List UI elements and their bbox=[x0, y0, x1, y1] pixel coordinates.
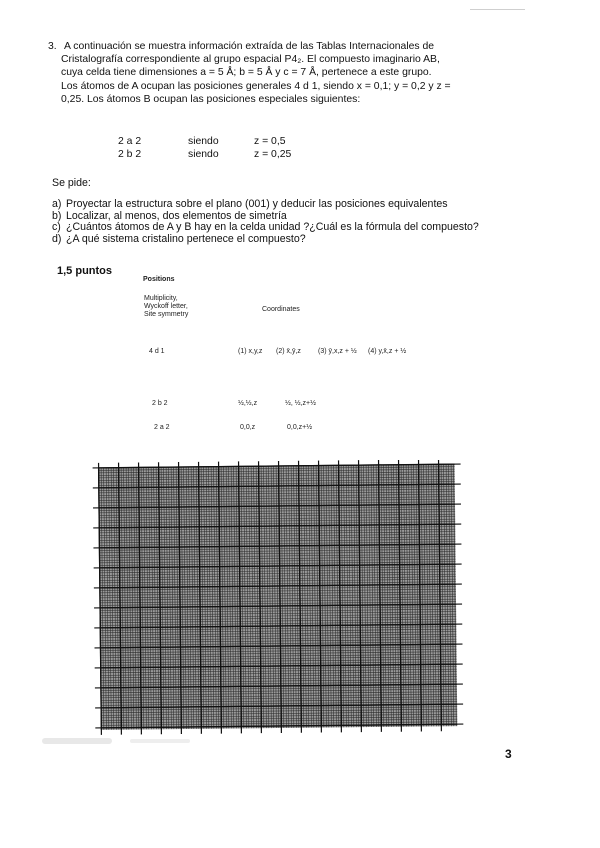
question-label: c) bbox=[52, 221, 61, 234]
question-text: Proyectar la estructura sobre el plano (001) y deducir las posiciones equivalentes bbox=[66, 198, 448, 210]
page-number: 3 bbox=[505, 747, 512, 761]
itc-coord: (4) y,x̄,z + ½ bbox=[368, 348, 407, 355]
question-item bbox=[52, 199, 498, 211]
problem-line: Cristalografía correspondiente al grupo espacial P4₂. El compuesto imaginario AB, bbox=[61, 54, 440, 66]
se-pide-heading: Se pide: bbox=[52, 177, 91, 189]
position-row bbox=[118, 136, 291, 149]
itc-coord-header: Coordinates bbox=[262, 306, 300, 313]
points-label: 1,5 puntos bbox=[57, 265, 113, 277]
question-label: b) bbox=[52, 209, 62, 222]
itc-coord: (2) x̄,ȳ,z bbox=[276, 348, 301, 355]
problem-line: cuya celda tiene dimensiones a = 5 Å; b = 5 Å y c = 7 Å, pertenece a este grupo. bbox=[61, 67, 432, 79]
itc-subheader-line: Multiplicity, bbox=[144, 295, 178, 302]
scan-smudge bbox=[42, 738, 112, 744]
graph-paper-grid bbox=[92, 460, 464, 740]
itc-site: 4 d 1 bbox=[149, 348, 165, 355]
itc-site: 2 a 2 bbox=[154, 424, 170, 431]
graph-paper bbox=[92, 460, 464, 740]
scan-mark bbox=[470, 9, 525, 10]
position-word: siendo bbox=[188, 136, 219, 147]
itc-row bbox=[140, 424, 460, 434]
itc-header: Positions bbox=[143, 276, 175, 283]
question-label: d) bbox=[52, 233, 62, 246]
question-list bbox=[52, 199, 498, 246]
question-item bbox=[52, 234, 498, 246]
problem-line: 0,25. Los átomos B ocupan las posiciones especiales siguientes: bbox=[61, 93, 361, 105]
position-value: z = 0,5 bbox=[254, 136, 286, 147]
problem-number: 3. bbox=[48, 41, 57, 52]
itc-subheader-line: Wyckoff letter, bbox=[144, 303, 188, 310]
itc-coord: 0,0,z+½ bbox=[287, 424, 313, 431]
question-text: Localizar, al menos, dos elementos de simetría bbox=[66, 209, 287, 222]
itc-row bbox=[140, 400, 460, 410]
scan-smudge bbox=[130, 739, 190, 743]
position-site: 2 b 2 bbox=[118, 148, 142, 160]
question-text: ¿A qué sistema cristalino pertenece el compuesto? bbox=[66, 233, 306, 246]
problem-line: Los átomos de A ocupan las posiciones generales 4 d 1, siendo x = 0,1; y = 0,2 y z = bbox=[61, 80, 451, 92]
itc-site: 2 b 2 bbox=[152, 400, 168, 407]
position-value: z = 0,25 bbox=[254, 148, 292, 160]
position-row bbox=[118, 149, 291, 162]
itc-coord: (1) x,y,z bbox=[238, 348, 263, 355]
problem-line-1: A continuación se muestra información extraída de las Tablas Internacionales de bbox=[64, 41, 435, 52]
position-site: 2 a 2 bbox=[118, 136, 142, 147]
question-label: a) bbox=[52, 198, 62, 210]
special-positions bbox=[118, 136, 291, 161]
itc-coord: ½, ½,z+½ bbox=[285, 400, 316, 407]
position-word: siendo bbox=[188, 148, 219, 160]
itc-coord: ½,½,z bbox=[238, 400, 258, 407]
itc-coord: (3) ȳ,x,z + ½ bbox=[318, 348, 357, 355]
itc-coord: 0,0,z bbox=[240, 424, 256, 431]
itc-subheader bbox=[144, 295, 224, 319]
itc-row bbox=[140, 348, 460, 358]
itc-subheader-line: Site symmetry bbox=[144, 311, 189, 318]
problem-statement bbox=[48, 40, 548, 106]
question-text: ¿Cuántos átomos de A y B hay en la celda unidad ?¿Cuál es la fórmula del compuesto? bbox=[66, 221, 479, 234]
